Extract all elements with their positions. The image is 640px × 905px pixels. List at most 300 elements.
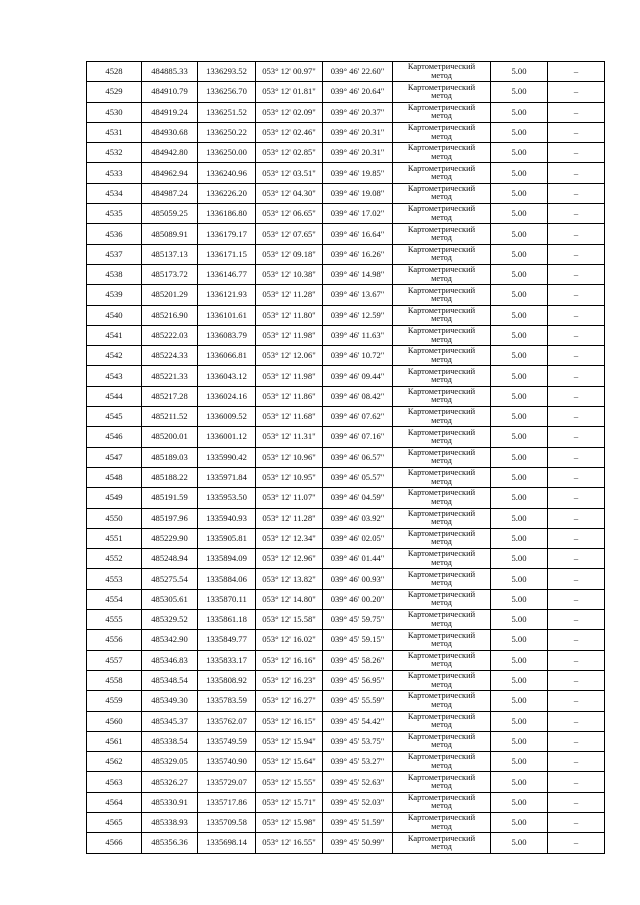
point-number-cell: 4562	[87, 752, 142, 772]
note-cell: –	[548, 691, 605, 711]
longitude-cell: 039° 45' 53.75"	[323, 731, 393, 751]
table-row	[87, 305, 605, 325]
method-cell	[393, 62, 491, 82]
latitude-cell: 053° 12' 16.15"	[256, 711, 323, 731]
y-coordinate-cell: 1335749.59	[198, 731, 256, 751]
method-text: метод	[431, 111, 452, 121]
point-number-cell: 4566	[87, 833, 142, 853]
method-cell	[393, 488, 491, 508]
point-number-cell: 4540	[87, 305, 142, 325]
accuracy-cell: 5.00	[491, 244, 548, 264]
latitude-cell: 053° 12' 12.34"	[256, 528, 323, 548]
method-text: метод	[431, 314, 452, 324]
y-coordinate-cell: 1336179.17	[198, 224, 256, 244]
latitude-cell: 053° 12' 11.98"	[256, 366, 323, 386]
method-cell	[393, 204, 491, 224]
latitude-cell: 053° 12' 12.96"	[256, 549, 323, 569]
note-cell: –	[548, 650, 605, 670]
y-coordinate-cell: 1335698.14	[198, 833, 256, 853]
note-cell: –	[548, 731, 605, 751]
method-cell	[393, 772, 491, 792]
method-cell	[393, 143, 491, 163]
note-cell: –	[548, 711, 605, 731]
point-number-cell: 4552	[87, 549, 142, 569]
note-cell: –	[548, 366, 605, 386]
method-text: Картометрический	[407, 549, 476, 559]
table-row	[87, 427, 605, 447]
point-number-cell: 4531	[87, 122, 142, 142]
table-row	[87, 346, 605, 366]
longitude-cell: 039° 46' 12.59"	[323, 305, 393, 325]
method-cell	[393, 285, 491, 305]
latitude-cell: 053° 12' 11.86"	[256, 386, 323, 406]
accuracy-cell: 5.00	[491, 569, 548, 589]
note-cell: –	[548, 244, 605, 264]
latitude-cell: 053° 12' 11.07"	[256, 488, 323, 508]
y-coordinate-cell: 1335894.09	[198, 549, 256, 569]
table-row	[87, 752, 605, 772]
table-row	[87, 508, 605, 528]
method-cell	[393, 264, 491, 284]
latitude-cell: 053° 12' 16.55"	[256, 833, 323, 853]
method-text: метод	[431, 801, 452, 811]
method-text: Картометрический	[407, 244, 476, 254]
table-row	[87, 792, 605, 812]
method-cell	[393, 711, 491, 731]
accuracy-cell: 5.00	[491, 346, 548, 366]
point-number-cell: 4555	[87, 610, 142, 630]
longitude-cell: 039° 45' 55.59"	[323, 691, 393, 711]
y-coordinate-cell: 1336121.93	[198, 285, 256, 305]
method-text: Картометрический	[407, 772, 476, 782]
method-text: Картометрический	[407, 346, 476, 356]
note-cell: –	[548, 163, 605, 183]
method-text: Картометрический	[407, 184, 476, 194]
method-cell	[393, 812, 491, 832]
longitude-cell: 039° 45' 52.03"	[323, 792, 393, 812]
x-coordinate-cell: 485330.91	[142, 792, 198, 812]
x-coordinate-cell: 485201.29	[142, 285, 198, 305]
latitude-cell: 053° 12' 06.65"	[256, 204, 323, 224]
table-row	[87, 549, 605, 569]
table-row	[87, 224, 605, 244]
point-number-cell: 4563	[87, 772, 142, 792]
method-text: Картометрический	[407, 691, 476, 701]
table-row	[87, 630, 605, 650]
point-number-cell: 4545	[87, 407, 142, 427]
x-coordinate-cell: 485221.33	[142, 366, 198, 386]
point-number-cell: 4551	[87, 528, 142, 548]
method-cell	[393, 630, 491, 650]
longitude-cell: 039° 46' 22.60"	[323, 62, 393, 82]
table-row	[87, 204, 605, 224]
method-cell	[393, 427, 491, 447]
point-number-cell: 4544	[87, 386, 142, 406]
x-coordinate-cell: 485338.93	[142, 812, 198, 832]
y-coordinate-cell: 1335861.18	[198, 610, 256, 630]
method-text: метод	[431, 638, 452, 648]
y-coordinate-cell: 1335884.06	[198, 569, 256, 589]
latitude-cell: 053° 12' 11.28"	[256, 285, 323, 305]
accuracy-cell: 5.00	[491, 325, 548, 345]
latitude-cell: 053° 12' 02.09"	[256, 102, 323, 122]
longitude-cell: 039° 46' 08.42"	[323, 386, 393, 406]
method-text: Картометрический	[407, 305, 476, 315]
method-text: Картометрический	[407, 62, 476, 72]
x-coordinate-cell: 485189.03	[142, 447, 198, 467]
note-cell: –	[548, 224, 605, 244]
longitude-cell: 039° 46' 20.64"	[323, 82, 393, 102]
note-cell: –	[548, 488, 605, 508]
method-cell	[393, 407, 491, 427]
latitude-cell: 053° 12' 15.64"	[256, 752, 323, 772]
latitude-cell: 053° 12' 11.28"	[256, 508, 323, 528]
table-row	[87, 143, 605, 163]
note-cell: –	[548, 549, 605, 569]
point-number-cell: 4542	[87, 346, 142, 366]
table-row	[87, 183, 605, 203]
note-cell: –	[548, 204, 605, 224]
longitude-cell: 039° 45' 56.95"	[323, 670, 393, 690]
point-number-cell: 4532	[87, 143, 142, 163]
note-cell: –	[548, 772, 605, 792]
note-cell: –	[548, 670, 605, 690]
y-coordinate-cell: 1335740.90	[198, 752, 256, 772]
latitude-cell: 053° 12' 10.96"	[256, 447, 323, 467]
accuracy-cell: 5.00	[491, 122, 548, 142]
method-text: Картометрический	[407, 488, 476, 498]
accuracy-cell: 5.00	[491, 508, 548, 528]
accuracy-cell: 5.00	[491, 143, 548, 163]
method-text: Картометрический	[407, 143, 476, 153]
longitude-cell: 039° 46' 07.62"	[323, 407, 393, 427]
y-coordinate-cell: 1336250.00	[198, 143, 256, 163]
method-text: метод	[431, 273, 452, 283]
longitude-cell: 039° 46' 09.44"	[323, 366, 393, 386]
method-text: Картометрический	[407, 792, 476, 802]
y-coordinate-cell: 1336293.52	[198, 62, 256, 82]
note-cell: –	[548, 62, 605, 82]
method-text: Картометрический	[407, 366, 476, 376]
latitude-cell: 053° 12' 00.97"	[256, 62, 323, 82]
longitude-cell: 039° 45' 53.27"	[323, 752, 393, 772]
accuracy-cell: 5.00	[491, 691, 548, 711]
latitude-cell: 053° 12' 16.02"	[256, 630, 323, 650]
longitude-cell: 039° 46' 16.64"	[323, 224, 393, 244]
longitude-cell: 039° 46' 19.85"	[323, 163, 393, 183]
longitude-cell: 039° 46' 03.92"	[323, 508, 393, 528]
longitude-cell: 039° 46' 04.59"	[323, 488, 393, 508]
accuracy-cell: 5.00	[491, 285, 548, 305]
method-text: метод	[431, 151, 452, 161]
point-number-cell: 4550	[87, 508, 142, 528]
table-row	[87, 407, 605, 427]
method-text: метод	[431, 517, 452, 527]
accuracy-cell: 5.00	[491, 305, 548, 325]
table-row	[87, 325, 605, 345]
y-coordinate-cell: 1335783.59	[198, 691, 256, 711]
accuracy-cell: 5.00	[491, 224, 548, 244]
y-coordinate-cell: 1336226.20	[198, 183, 256, 203]
longitude-cell: 039° 46' 17.02"	[323, 204, 393, 224]
latitude-cell: 053° 12' 16.16"	[256, 650, 323, 670]
note-cell: –	[548, 589, 605, 609]
method-text: метод	[431, 131, 452, 141]
table-row	[87, 772, 605, 792]
y-coordinate-cell: 1336101.61	[198, 305, 256, 325]
longitude-cell: 039° 45' 59.15"	[323, 630, 393, 650]
longitude-cell: 039° 45' 51.59"	[323, 812, 393, 832]
latitude-cell: 053° 12' 10.95"	[256, 467, 323, 487]
longitude-cell: 039° 45' 50.99"	[323, 833, 393, 853]
point-number-cell: 4558	[87, 670, 142, 690]
method-text: Картометрический	[407, 163, 476, 173]
method-text: Картометрический	[407, 265, 476, 275]
longitude-cell: 039° 46' 06.57"	[323, 447, 393, 467]
table-row	[87, 569, 605, 589]
method-text: метод	[431, 435, 452, 445]
latitude-cell: 053° 12' 10.38"	[256, 264, 323, 284]
y-coordinate-cell: 1336066.81	[198, 346, 256, 366]
method-text: метод	[431, 172, 452, 182]
note-cell: –	[548, 102, 605, 122]
x-coordinate-cell: 485342.90	[142, 630, 198, 650]
x-coordinate-cell: 485346.83	[142, 650, 198, 670]
accuracy-cell: 5.00	[491, 549, 548, 569]
accuracy-cell: 5.00	[491, 447, 548, 467]
table-row	[87, 386, 605, 406]
x-coordinate-cell: 484942.80	[142, 143, 198, 163]
latitude-cell: 053° 12' 11.68"	[256, 407, 323, 427]
method-text: Картометрический	[407, 711, 476, 721]
accuracy-cell: 5.00	[491, 711, 548, 731]
longitude-cell: 039° 46' 20.37"	[323, 102, 393, 122]
y-coordinate-cell: 1336256.70	[198, 82, 256, 102]
accuracy-cell: 5.00	[491, 82, 548, 102]
latitude-cell: 053° 12' 15.94"	[256, 731, 323, 751]
accuracy-cell: 5.00	[491, 264, 548, 284]
y-coordinate-cell: 1335905.81	[198, 528, 256, 548]
note-cell: –	[548, 407, 605, 427]
x-coordinate-cell: 485191.59	[142, 488, 198, 508]
method-text: метод	[431, 212, 452, 222]
accuracy-cell: 5.00	[491, 650, 548, 670]
table-row	[87, 731, 605, 751]
method-cell	[393, 386, 491, 406]
longitude-cell: 039° 46' 16.26"	[323, 244, 393, 264]
y-coordinate-cell: 1336024.16	[198, 386, 256, 406]
method-text: Картометрический	[407, 204, 476, 214]
y-coordinate-cell: 1336043.12	[198, 366, 256, 386]
y-coordinate-cell: 1336250.22	[198, 122, 256, 142]
x-coordinate-cell: 485326.27	[142, 772, 198, 792]
table-row	[87, 244, 605, 264]
point-number-cell: 4548	[87, 467, 142, 487]
method-text: Картометрический	[407, 285, 476, 295]
method-text: метод	[431, 253, 452, 263]
method-text: Картометрический	[407, 82, 476, 92]
coordinate-table-page	[86, 61, 605, 854]
longitude-cell: 039° 45' 54.42"	[323, 711, 393, 731]
coordinate-table-body	[87, 62, 605, 854]
accuracy-cell: 5.00	[491, 528, 548, 548]
latitude-cell: 053° 12' 16.27"	[256, 691, 323, 711]
method-text: метод	[431, 679, 452, 689]
method-text: метод	[431, 557, 452, 567]
latitude-cell: 053° 12' 14.80"	[256, 589, 323, 609]
method-cell	[393, 325, 491, 345]
table-row	[87, 264, 605, 284]
method-text: Картометрический	[407, 447, 476, 457]
point-number-cell: 4565	[87, 812, 142, 832]
method-text: Картометрический	[407, 752, 476, 762]
accuracy-cell: 5.00	[491, 366, 548, 386]
coordinate-table	[86, 61, 605, 854]
x-coordinate-cell: 485305.61	[142, 589, 198, 609]
point-number-cell: 4547	[87, 447, 142, 467]
point-number-cell: 4549	[87, 488, 142, 508]
y-coordinate-cell: 1336251.52	[198, 102, 256, 122]
accuracy-cell: 5.00	[491, 752, 548, 772]
x-coordinate-cell: 485197.96	[142, 508, 198, 528]
point-number-cell: 4537	[87, 244, 142, 264]
method-text: Картометрический	[407, 610, 476, 620]
table-row	[87, 488, 605, 508]
note-cell: –	[548, 467, 605, 487]
point-number-cell: 4541	[87, 325, 142, 345]
method-text: Картометрический	[407, 224, 476, 234]
latitude-cell: 053° 12' 04.30"	[256, 183, 323, 203]
point-number-cell: 4554	[87, 589, 142, 609]
table-row	[87, 691, 605, 711]
table-row	[87, 589, 605, 609]
y-coordinate-cell: 1335717.86	[198, 792, 256, 812]
method-text: метод	[431, 720, 452, 730]
accuracy-cell: 5.00	[491, 204, 548, 224]
table-row	[87, 102, 605, 122]
method-text: Картометрический	[407, 589, 476, 599]
accuracy-cell: 5.00	[491, 163, 548, 183]
method-cell	[393, 244, 491, 264]
method-cell	[393, 82, 491, 102]
y-coordinate-cell: 1336009.52	[198, 407, 256, 427]
table-row	[87, 812, 605, 832]
method-text: Картометрический	[407, 407, 476, 417]
method-text: метод	[431, 781, 452, 791]
method-text: Картометрический	[407, 386, 476, 396]
x-coordinate-cell: 485338.54	[142, 731, 198, 751]
x-coordinate-cell: 485217.28	[142, 386, 198, 406]
point-number-cell: 4561	[87, 731, 142, 751]
method-text: метод	[431, 659, 452, 669]
table-row	[87, 610, 605, 630]
method-cell	[393, 833, 491, 853]
y-coordinate-cell: 1336146.77	[198, 264, 256, 284]
method-cell	[393, 670, 491, 690]
table-row	[87, 62, 605, 82]
accuracy-cell: 5.00	[491, 386, 548, 406]
table-row	[87, 447, 605, 467]
x-coordinate-cell: 485229.90	[142, 528, 198, 548]
method-text: метод	[431, 496, 452, 506]
x-coordinate-cell: 485211.52	[142, 407, 198, 427]
y-coordinate-cell: 1336240.96	[198, 163, 256, 183]
y-coordinate-cell: 1335833.17	[198, 650, 256, 670]
note-cell: –	[548, 630, 605, 650]
note-cell: –	[548, 82, 605, 102]
method-cell	[393, 366, 491, 386]
latitude-cell: 053° 12' 01.81"	[256, 82, 323, 102]
method-text: метод	[431, 415, 452, 425]
note-cell: –	[548, 346, 605, 366]
method-text: Картометрический	[407, 569, 476, 579]
note-cell: –	[548, 812, 605, 832]
method-text: Картометрический	[407, 508, 476, 518]
x-coordinate-cell: 485137.13	[142, 244, 198, 264]
x-coordinate-cell: 485059.25	[142, 204, 198, 224]
y-coordinate-cell: 1335849.77	[198, 630, 256, 650]
x-coordinate-cell: 485216.90	[142, 305, 198, 325]
method-cell	[393, 752, 491, 772]
x-coordinate-cell: 485222.03	[142, 325, 198, 345]
note-cell: –	[548, 305, 605, 325]
accuracy-cell: 5.00	[491, 102, 548, 122]
method-text: метод	[431, 699, 452, 709]
method-text: метод	[431, 233, 452, 243]
latitude-cell: 053° 12' 16.23"	[256, 670, 323, 690]
y-coordinate-cell: 1335709.58	[198, 812, 256, 832]
table-row	[87, 670, 605, 690]
note-cell: –	[548, 122, 605, 142]
note-cell: –	[548, 569, 605, 589]
table-row	[87, 366, 605, 386]
x-coordinate-cell: 484930.68	[142, 122, 198, 142]
method-text: Картометрический	[407, 326, 476, 336]
method-cell	[393, 731, 491, 751]
method-cell	[393, 102, 491, 122]
accuracy-cell: 5.00	[491, 792, 548, 812]
note-cell: –	[548, 183, 605, 203]
method-text: метод	[431, 375, 452, 385]
accuracy-cell: 5.00	[491, 833, 548, 853]
point-number-cell: 4557	[87, 650, 142, 670]
latitude-cell: 053° 12' 15.98"	[256, 812, 323, 832]
note-cell: –	[548, 386, 605, 406]
y-coordinate-cell: 1335808.92	[198, 670, 256, 690]
y-coordinate-cell: 1335971.84	[198, 467, 256, 487]
x-coordinate-cell: 484919.24	[142, 102, 198, 122]
point-number-cell: 4546	[87, 427, 142, 447]
point-number-cell: 4539	[87, 285, 142, 305]
method-cell	[393, 467, 491, 487]
accuracy-cell: 5.00	[491, 589, 548, 609]
note-cell: –	[548, 610, 605, 630]
latitude-cell: 053° 12' 15.71"	[256, 792, 323, 812]
method-text: метод	[431, 354, 452, 364]
method-cell	[393, 122, 491, 142]
method-text: метод	[431, 456, 452, 466]
method-text: метод	[431, 537, 452, 547]
table-row	[87, 285, 605, 305]
latitude-cell: 053° 12' 15.55"	[256, 772, 323, 792]
x-coordinate-cell: 484962.94	[142, 163, 198, 183]
method-text: метод	[431, 598, 452, 608]
accuracy-cell: 5.00	[491, 488, 548, 508]
method-cell	[393, 346, 491, 366]
method-text: Картометрический	[407, 833, 476, 843]
method-cell	[393, 792, 491, 812]
table-row	[87, 467, 605, 487]
